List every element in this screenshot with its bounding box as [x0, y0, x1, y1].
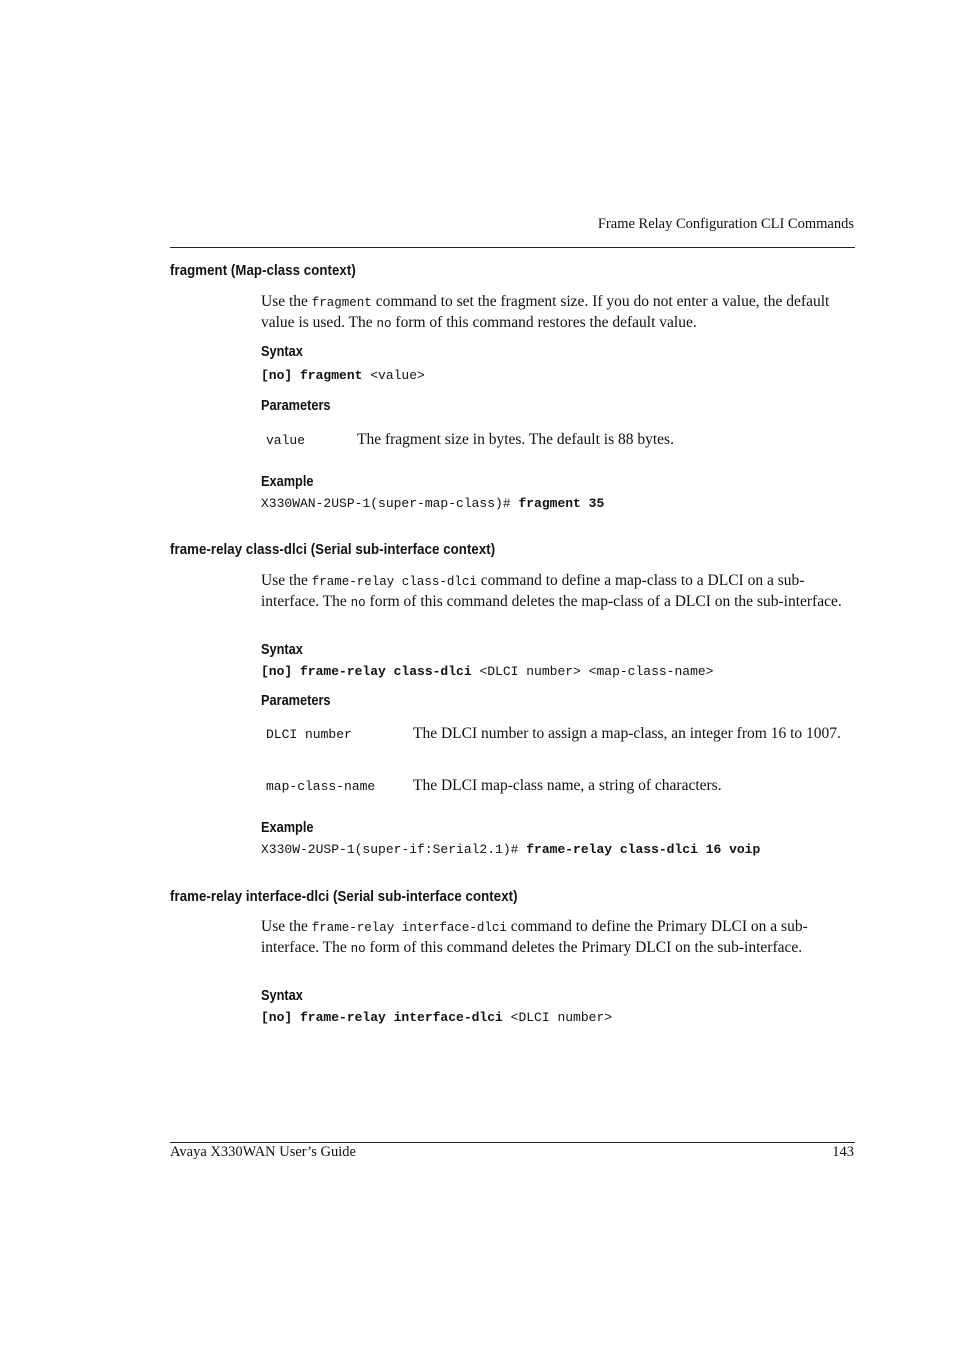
syntax-heading: Syntax [261, 642, 303, 658]
text-run: form of this command restores the default value. [391, 314, 697, 331]
param-description: The fragment size in bytes. The default is 88 bytes. [357, 431, 674, 448]
footer-guide-title: Avaya X330WAN User’s Guide [170, 1144, 356, 1160]
inline-command: fragment [311, 296, 372, 310]
parameters-heading: Parameters [261, 398, 331, 414]
param-name: DLCI number [266, 727, 352, 742]
example-prompt: X330WAN-2USP-1(super-map-class)# [261, 496, 519, 511]
text-run: Use the [261, 293, 312, 310]
param-name: map-class-name [266, 779, 376, 794]
inline-no-keyword: no [376, 317, 392, 331]
example-prompt: X330W-2USP-1(super-if:Serial2.1)# [261, 842, 527, 857]
text-run: command to set the fragment size. If you do not enter a value, the default value is used. The [261, 293, 830, 331]
text-run: form of this command deletes the map-class of a DLCI on the sub-interface. [365, 593, 842, 610]
text-run: Use the [261, 572, 312, 589]
header-rule [170, 247, 855, 248]
example-line [261, 842, 760, 857]
section-title-interface-dlci: frame-relay interface-dlci (Serial sub-interface context) [170, 888, 518, 905]
syntax-line [261, 368, 425, 383]
param-description: The DLCI map-class name, a string of characters. [413, 777, 722, 794]
syntax-command: [no] fragment [261, 368, 363, 383]
syntax-line [261, 664, 713, 679]
inline-command: frame-relay class-dlci [311, 575, 477, 589]
syntax-command: [no] frame-relay interface-dlci [261, 1010, 503, 1025]
syntax-heading: Syntax [261, 344, 303, 360]
example-command: frame-relay class-dlci 16 voip [526, 842, 761, 857]
footer-rule [170, 1142, 855, 1143]
syntax-args: <value> [362, 368, 425, 383]
inline-no-keyword: no [350, 596, 366, 610]
syntax-line [261, 1010, 612, 1025]
syntax-command: [no] frame-relay class-dlci [261, 664, 472, 679]
section-title-class-dlci: frame-relay class-dlci (Serial sub-interface context) [170, 541, 496, 558]
running-header: Frame Relay Configuration CLI Commands [597, 216, 854, 232]
parameters-heading: Parameters [261, 693, 331, 709]
text-run: Use the [261, 918, 312, 935]
syntax-args: <DLCI number> [502, 1010, 613, 1025]
syntax-args: <DLCI number> <map-class-name> [471, 664, 714, 679]
section-title-fragment: fragment (Map-class context) [170, 262, 356, 279]
text-run: form of this command deletes the Primary DLCI on the sub-interface. [365, 939, 803, 956]
inline-command: frame-relay interface-dlci [311, 921, 507, 935]
example-heading: Example [261, 474, 314, 490]
syntax-heading: Syntax [261, 988, 303, 1004]
example-heading: Example [261, 820, 314, 836]
text-run: command to define a map-class to a DLCI on a sub-interface. The [261, 572, 805, 610]
param-name: value [266, 433, 306, 448]
example-line [261, 496, 604, 511]
param-description: The DLCI number to assign a map-class, an integer from 16 to 1007. [413, 725, 841, 742]
interface-dlci-description [261, 917, 855, 959]
inline-no-keyword: no [350, 942, 366, 956]
fragment-description [261, 292, 855, 334]
page-number: 143 [832, 1144, 854, 1160]
text-run: command to define the Primary DLCI on a sub-interface. The [261, 918, 808, 956]
class-dlci-description [261, 571, 855, 613]
example-command: fragment 35 [518, 496, 605, 511]
